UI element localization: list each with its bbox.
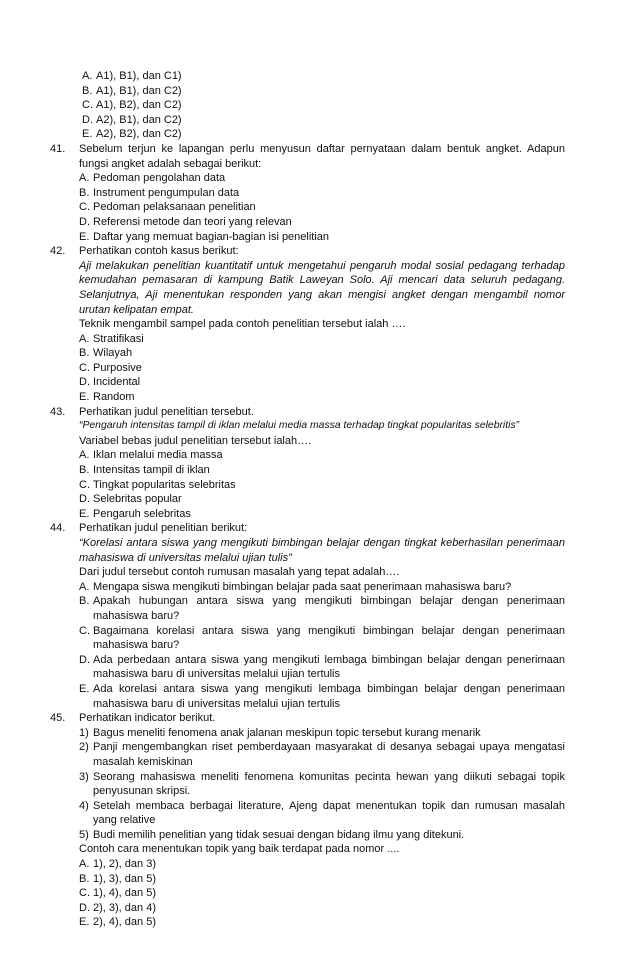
question-stem: Sebelum terjun ke lapangan perlu menyusun daftar pernyataan dalam bentuk angket. Adapun fungsi angket adalah sebagai berikut: <box>79 142 565 170</box>
question-text: Teknik mengambil sampel pada contoh penelitian tersebut ialah …. <box>79 318 406 331</box>
option-e: E. Pengaruh selebritas <box>79 507 191 520</box>
statement-5: 5) Budi memilih penelitian yang tidak sesuai dengan bidang ilmu yang ditekuni. <box>79 828 465 841</box>
option-text: 1), 2), dan 3) <box>93 858 156 871</box>
option-c: C. A1), B2), dan C2) <box>82 99 182 112</box>
option-e: E. Random <box>79 391 135 404</box>
option-b: B. A1), B1), dan C2) <box>82 84 182 97</box>
question-44 <box>50 521 565 711</box>
question-text: Dari judul tersebut contoh rumusan masalah yang tepat adalah…. <box>79 566 400 579</box>
option-b: B. Intensitas tampil di iklan <box>79 464 210 477</box>
question-number: 45. <box>50 712 66 725</box>
statement-1: 1) Bagus meneliti fenomena anak jalanan meskipun topic tersebut kurang menarik <box>79 726 481 739</box>
option-b: B. 1), 3), dan 5) <box>79 872 156 885</box>
option-text: Bagaimana korelasi antara siswa yang mengikuti bimbingan belajar dengan penerimaan mahasiswa baru? <box>93 624 565 652</box>
option-text: Mengapa siswa mengikuti bimbingan belajar pada saat penerimaan mahasiswa baru? <box>93 580 512 593</box>
question-42 <box>50 244 565 405</box>
option-text: A2), B1), dan C2) <box>96 113 182 126</box>
option-c: C. Bagaimana korelasi antara siswa yang mengikuti bimbingan belajar dengan penerimaan mahasiswa baru? <box>79 624 565 652</box>
question-stem: Perhatikan indicator berikut. <box>79 712 216 725</box>
option-e: E. Ada korelasi antara siswa yang mengikuti lembaga bimbingan belajar dengan penerimaan mahasiswa baru di universitas melalui ujian tertulis <box>79 682 565 710</box>
option-text: A1), B1), dan C2) <box>96 84 182 97</box>
question-41 <box>50 142 565 244</box>
statement-text: Setelah membaca berbagai literature, Ajeng dapat menentukan topik dan rumusan masalah yang relative <box>93 799 565 827</box>
option-a: A. 1), 2), dan 3) <box>79 858 156 871</box>
option-text: Incidental <box>93 376 141 389</box>
option-a: A. Mengapa siswa mengikuti bimbingan belajar pada saat penerimaan mahasiswa baru? <box>79 580 512 593</box>
option-c: C. Purposive <box>79 361 142 374</box>
question-number: 41. <box>50 142 66 155</box>
option-text: Intensitas tampil di iklan <box>93 464 210 477</box>
statement-4: 4) Setelah membaca berbagai literature, Ajeng dapat menentukan topik dan rumusan masalah yang relative <box>79 799 565 827</box>
option-text: Daftar yang memuat bagian-bagian isi penelitian <box>93 230 330 243</box>
carryover-options <box>82 69 562 142</box>
statement-text: Bagus meneliti fenomena anak jalanan meskipun topic tersebut kurang menarik <box>93 726 481 739</box>
option-c: C. Pedoman pelaksanaan penelitian <box>79 201 256 214</box>
statement-text: Panji mengembangkan riset pemberdayaan masyarakat di desanya sebagai upaya mengatasi masalah kemiskinan <box>93 741 565 768</box>
option-b: B. Wilayah <box>79 347 133 360</box>
option-b: B. Apakah hubungan antara siswa yang mengikuti bimbingan belajar dengan penerimaan mahasiswa baru? <box>79 595 565 622</box>
question-stem: Perhatikan contoh kasus berikut: <box>79 245 239 258</box>
statement-3: 3) Seorang mahasiswa meneliti fenomena komunitas pecinta hewan yang diikuti sebagai topik penyusunan skripsi. <box>79 770 565 798</box>
option-a: A. Pedoman pengolahan data <box>79 172 226 185</box>
option-c: C. 1), 4), dan 5) <box>79 887 156 900</box>
option-text: Purposive <box>93 361 142 374</box>
option-b: B. Instrument pengumpulan data <box>79 186 240 199</box>
option-text: Iklan melalui media massa <box>93 449 223 462</box>
option-d: D. 2), 3), dan 4) <box>79 901 156 914</box>
statement-2: 2) Panji mengembangkan riset pemberdayaan masyarakat di desanya sebagai upaya mengatasi masalah kemiskinan <box>79 741 565 768</box>
option-text: Tingkat popularitas selebritas <box>93 478 236 491</box>
question-number: 44. <box>50 522 66 535</box>
case-text: Aji melakukan penelitian kuantitatif untuk mengetahui pengaruh modal sosial pedagang terhadap kemudahan pemasaran di kampung Batik Laweyan Solo. Aji mencari data seluruh pedagang. Selanjutnya, Aji menentukan responden yang akan mengisi angket dengan mengambil nomor urutan kelipatan empat. <box>79 259 565 316</box>
option-text: A2), B2), dan C2) <box>96 128 182 141</box>
research-title: “Pengaruh intensitas tampil di iklan melalui media massa terhadap tingkat popularitas selebritis” <box>79 420 520 432</box>
statement-text: Seorang mahasiswa meneliti fenomena komunitas pecinta hewan yang diikuti sebagai topik penyusunan skripsi. <box>93 770 565 798</box>
option-text: Pengaruh selebritas <box>93 507 191 520</box>
option-text: A1), B2), dan C2) <box>96 99 182 112</box>
question-stem: Perhatikan judul penelitian tersebut. <box>79 405 254 418</box>
option-text: Pedoman pelaksanaan penelitian <box>93 201 256 214</box>
option-c: C. Tingkat popularitas selebritas <box>79 478 236 491</box>
question-number: 43. <box>50 405 66 418</box>
option-d: D. Referensi metode dan teori yang relevan <box>79 215 292 228</box>
option-e: E. 2), 4), dan 5) <box>79 916 156 929</box>
option-text: A1), B1), dan C1) <box>96 70 182 82</box>
option-text: Random <box>93 391 135 404</box>
option-text: 2), 4), dan 5) <box>93 916 156 929</box>
document-page <box>0 69 638 930</box>
option-d: D. Selebritas popular <box>79 493 182 506</box>
option-d: D. Incidental <box>79 376 141 389</box>
question-stem: Perhatikan judul penelitian berikut: <box>79 522 248 535</box>
option-text: Referensi metode dan teori yang relevan <box>93 215 292 228</box>
option-text: Wilayah <box>93 347 133 360</box>
option-e: E. A2), B2), dan C2) <box>82 128 182 141</box>
option-text: Instrument pengumpulan data <box>93 186 240 199</box>
question-43 <box>50 405 565 522</box>
research-title: “Korelasi antara siswa yang mengikuti bimbingan belajar dengan tingkat keberhasilan penerimaan mahasiswa di universitas melalui ujian tulis” <box>79 537 565 564</box>
option-text: 1), 3), dan 5) <box>93 872 156 885</box>
option-text: Pedoman pengolahan data <box>93 172 226 185</box>
option-text: Stratifikasi <box>93 332 144 345</box>
option-text: Ada korelasi antara siswa yang mengikuti lembaga bimbingan belajar dengan penerimaan mahasiswa baru di universitas melalui ujian tertulis <box>93 682 565 710</box>
option-d: D. A2), B1), dan C2) <box>82 113 182 126</box>
question-text: Variabel bebas judul penelitian tersebut ialah…. <box>79 434 312 447</box>
option-a: A. Iklan melalui media massa <box>79 449 223 462</box>
option-d: D. Ada perbedaan antara siswa yang mengikuti lembaga bimbingan belajar dengan penerimaan mahasiswa baru di universitas melalui ujian tertulis <box>79 653 565 681</box>
option-e: E. Daftar yang memuat bagian-bagian isi penelitian <box>79 230 330 243</box>
option-text: Apakah hubungan antara siswa yang mengikuti bimbingan belajar dengan penerimaan mahasiswa baru? <box>93 595 565 622</box>
statement-text: Budi memilih penelitian yang tidak sesuai dengan bidang ilmu yang ditekuni. <box>93 828 465 841</box>
option-text: Selebritas popular <box>93 493 182 506</box>
option-a: A. A1), B1), dan C1) <box>82 70 182 82</box>
option-text: Ada perbedaan antara siswa yang mengikuti lembaga bimbingan belajar dengan penerimaan mahasiswa baru di universitas melalui ujian tertulis <box>93 653 565 681</box>
option-text: 2), 3), dan 4) <box>93 901 156 914</box>
option-text: 1), 4), dan 5) <box>93 887 156 900</box>
question-number: 42. <box>50 245 66 258</box>
question-text: Contoh cara menentukan topik yang baik terdapat pada nomor .... <box>79 843 400 856</box>
question-45 <box>50 711 565 930</box>
option-a: A. Stratifikasi <box>79 332 144 345</box>
